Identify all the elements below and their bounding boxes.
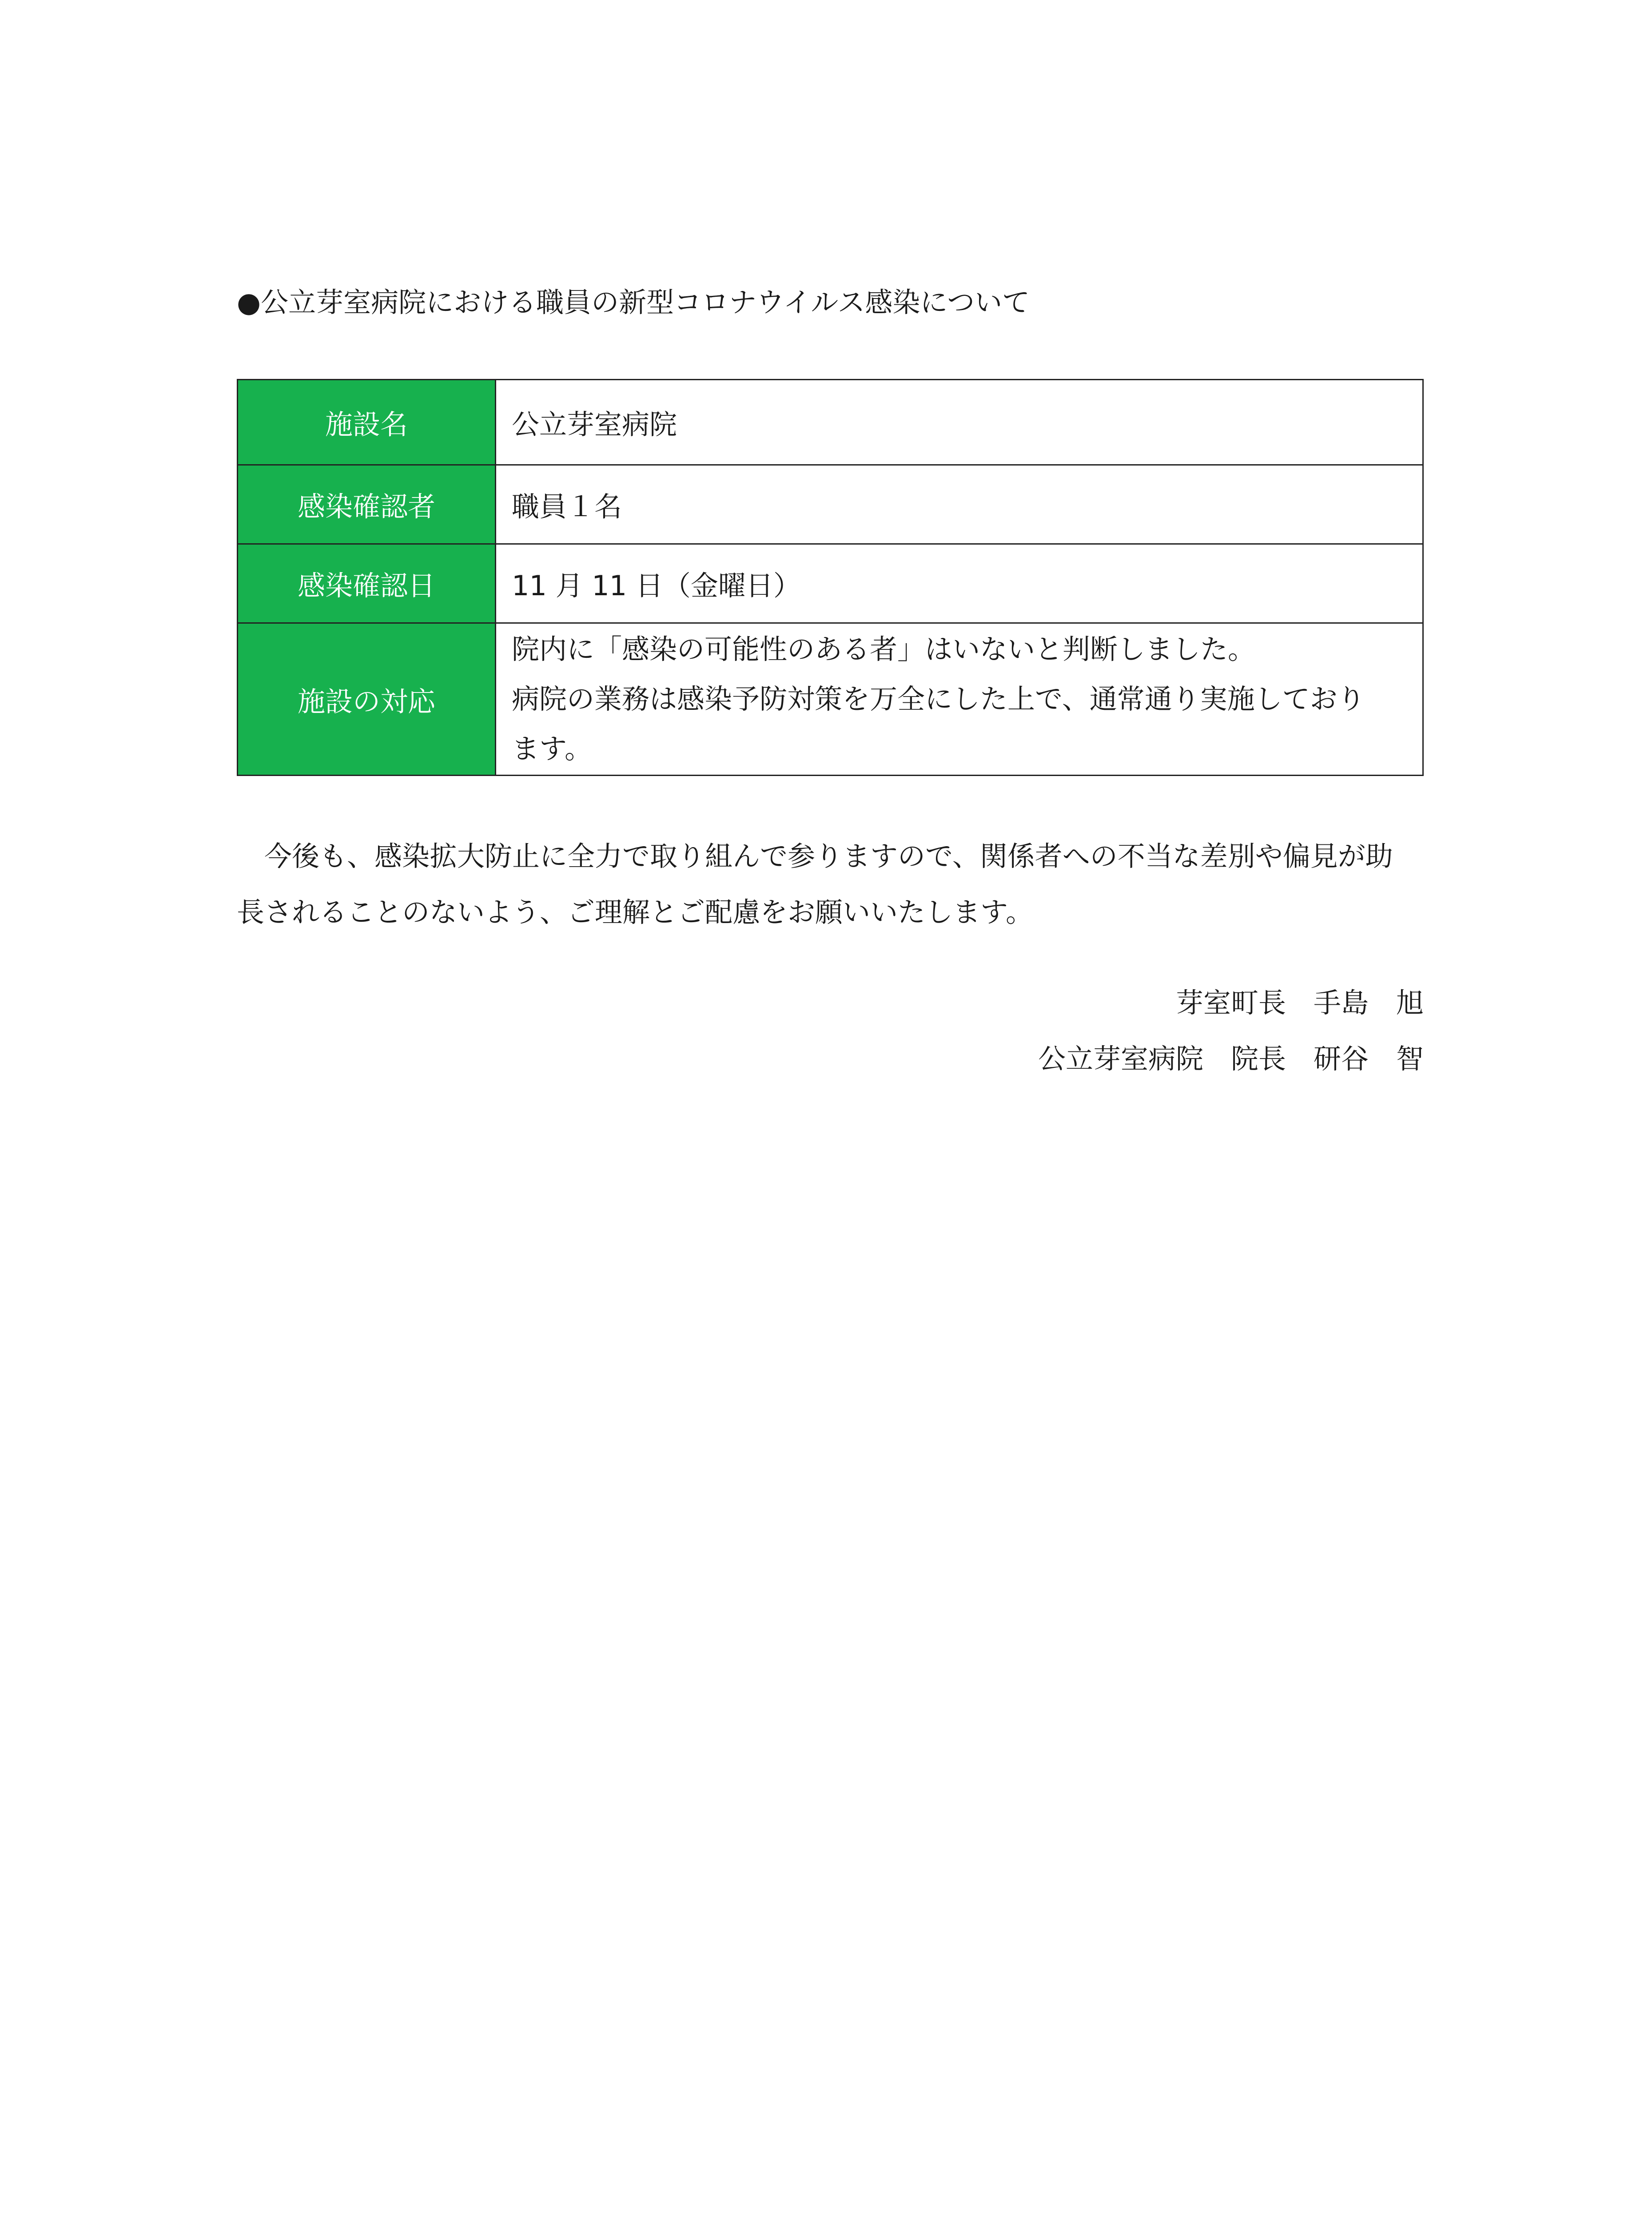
confirmed-date-value: 11 月 11 日（金曜日） [496, 544, 1423, 623]
confirmed-person-value: 職員１名 [496, 465, 1423, 544]
signature-mayor: 芽室町長 手島 旭 [1175, 987, 1424, 1019]
facility-name-label: 施設名 [238, 380, 496, 465]
confirmed-date-label: 感染確認日 [238, 544, 496, 623]
response-line: ます。 [512, 732, 593, 765]
response-line: 病院の業務は感染予防対策を万全にした上で、通常通り実施しており [512, 683, 1365, 715]
body-line: 長されることのないよう、ご理解とご配慮をお願いいたします。 [237, 896, 1034, 928]
facility-info-table [237, 379, 1424, 776]
table-row [238, 380, 1423, 465]
page-title: ●公立芽室病院における職員の新型コロナウイルス感染について [237, 286, 1030, 318]
table-row [238, 544, 1423, 623]
signature-hospital-director: 公立芽室病院 院長 研谷 智 [1038, 1043, 1424, 1075]
signature-block [1038, 975, 1424, 1087]
facility-response-value [496, 623, 1423, 776]
table-row [238, 623, 1423, 776]
table-row [238, 465, 1423, 544]
facility-response-label: 施設の対応 [238, 623, 496, 776]
facility-name-value: 公立芽室病院 [496, 380, 1423, 465]
response-line: 院内に「感染の可能性のある者」はいないと判断しました。 [512, 633, 1256, 665]
body-line: 今後も、感染拡大防止に全力で取り組んで参りますので、関係者への不当な差別や偏見が助 [264, 840, 1393, 872]
body-paragraph [237, 828, 1427, 940]
confirmed-person-label: 感染確認者 [238, 465, 496, 544]
